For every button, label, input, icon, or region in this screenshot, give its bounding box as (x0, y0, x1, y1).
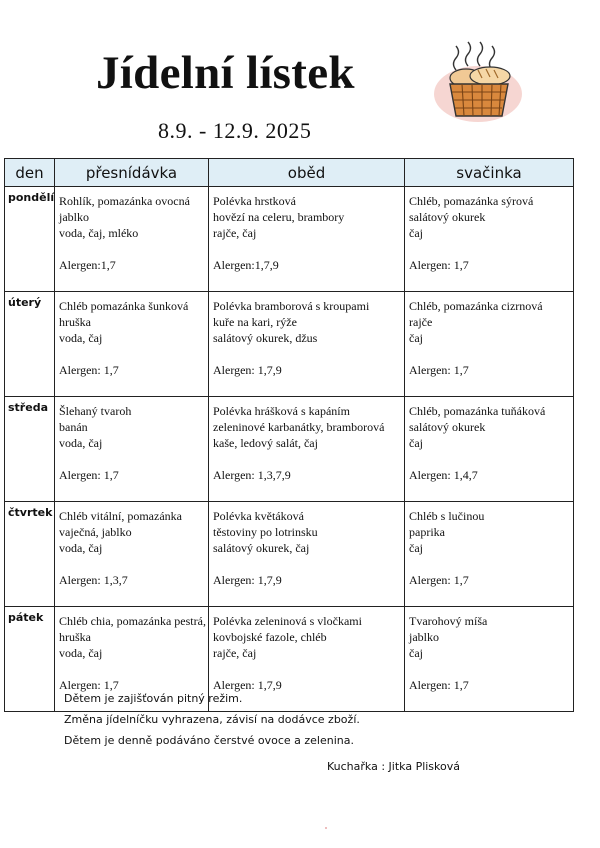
menu-line: Chléb pomazánka šunková (59, 299, 189, 313)
allergen-note: Alergen:1,7 (59, 258, 116, 272)
note-fruit-vegetables: Dětem je denně podáváno čerstvé ovoce a zelenina. (64, 734, 354, 747)
table-row (5, 397, 574, 502)
menu-line: Chléb, pomazánka tuňáková (409, 404, 546, 418)
menu-line: jablko (59, 210, 89, 224)
allergen-note: Alergen: 1,7 (409, 258, 469, 272)
col-header-morning-snack: přesnídávka (55, 159, 209, 187)
menu-line: vaječná, jablko (59, 525, 132, 539)
menu-line: Chléb s lučinou (409, 509, 485, 523)
table-row (5, 187, 574, 292)
menu-line: Polévka květáková (213, 509, 304, 523)
menu-line: kaše, ledový salát, čaj (213, 436, 318, 450)
menu-line: hruška (59, 315, 91, 329)
day-name: pátek (5, 607, 55, 712)
afternoon-snack-cell (405, 292, 574, 397)
menu-line: čaj (409, 226, 423, 240)
col-header-lunch: oběd (209, 159, 405, 187)
menu-line: kovbojské fazole, chléb (213, 630, 327, 644)
menu-line: Šlehaný tvaroh (59, 404, 132, 418)
scan-speck (325, 827, 327, 829)
menu-line: čaj (409, 541, 423, 555)
footer-notes (64, 688, 360, 751)
note-drinking: Dětem je zajišťován pitný režim. (64, 692, 243, 705)
menu-line: voda, čaj (59, 541, 103, 555)
lunch-cell (209, 187, 405, 292)
allergen-note: Alergen: 1,7,9 (213, 678, 282, 692)
bread-basket-icon (432, 40, 524, 126)
allergen-note: Alergen: 1,7 (409, 573, 469, 587)
menu-line: zeleninové karbanátky, bramborová (213, 420, 385, 434)
col-header-afternoon-snack: svačinka (405, 159, 574, 187)
menu-line: Chléb, pomazánka cizrnová (409, 299, 543, 313)
allergen-note: Alergen: 1,3,7 (59, 573, 128, 587)
menu-line: čaj (409, 436, 423, 450)
date-range: 8.9. - 12.9. 2025 (158, 118, 312, 143)
menu-line: voda, čaj (59, 646, 103, 660)
menu-table (4, 158, 574, 712)
day-name: pondělí (5, 187, 55, 292)
menu-line: Rohlík, pomazánka ovocná (59, 194, 190, 208)
cook-signature: Kuchařka : Jitka Plisková (327, 760, 460, 773)
menu-line: paprika (409, 525, 445, 539)
menu-line: Chléb vitální, pomazánka (59, 509, 182, 523)
table-header-row (5, 159, 574, 187)
allergen-note: Alergen: 1,3,7,9 (213, 468, 291, 482)
menu-line: Chléb, pomazánka sýrová (409, 194, 534, 208)
menu-line: hruška (59, 630, 91, 644)
menu-line: Chléb chia, pomazánka pestrá, (59, 614, 206, 628)
menu-line: Tvarohový míša (409, 614, 488, 628)
allergen-note: Alergen: 1,7 (409, 678, 469, 692)
morning-snack-cell (55, 187, 209, 292)
allergen-note: Alergen:1,7,9 (213, 258, 279, 272)
allergen-note: Alergen: 1,4,7 (409, 468, 478, 482)
day-name: úterý (5, 292, 55, 397)
afternoon-snack-cell (405, 187, 574, 292)
allergen-note: Alergen: 1,7 (59, 468, 119, 482)
menu-line: čaj (409, 331, 423, 345)
menu-line: salátový okurek, čaj (213, 541, 310, 555)
menu-line: Polévka zeleninová s vločkami (213, 614, 362, 628)
afternoon-snack-cell (405, 502, 574, 607)
menu-line: voda, čaj, mléko (59, 226, 139, 240)
menu-line: jablko (409, 630, 439, 644)
afternoon-snack-cell (405, 397, 574, 502)
col-header-day: den (5, 159, 55, 187)
lunch-cell (209, 397, 405, 502)
menu-line: voda, čaj (59, 331, 103, 345)
menu-line: salátový okurek (409, 210, 486, 224)
menu-line: rajče, čaj (213, 646, 257, 660)
note-menu-change: Změna jídelníčku vyhrazena, závisí na dodávce zboží. (64, 713, 360, 726)
allergen-note: Alergen: 1,7 (59, 363, 119, 377)
menu-line: voda, čaj (59, 436, 103, 450)
menu-line: Polévka hrstková (213, 194, 296, 208)
allergen-note: Alergen: 1,7 (59, 678, 119, 692)
menu-line: salátový okurek, džus (213, 331, 318, 345)
menu-line: Polévka bramborová s kroupami (213, 299, 370, 313)
menu-line: rajče, čaj (213, 226, 257, 240)
menu-line: hovězí na celeru, brambory (213, 210, 345, 224)
day-name: středa (5, 397, 55, 502)
allergen-note: Alergen: 1,7 (409, 363, 469, 377)
page-title: Jídelní lístek (96, 47, 355, 99)
allergen-note: Alergen: 1,7,9 (213, 573, 282, 587)
menu-line: Polévka hrášková s kapáním (213, 404, 350, 418)
menu-line: čaj (409, 646, 423, 660)
table-row (5, 502, 574, 607)
afternoon-snack-cell (405, 607, 574, 712)
morning-snack-cell (55, 502, 209, 607)
menu-line: kuře na kari, rýže (213, 315, 297, 329)
table-row (5, 292, 574, 397)
morning-snack-cell (55, 292, 209, 397)
morning-snack-cell (55, 397, 209, 502)
menu-line: salátový okurek (409, 420, 486, 434)
allergen-note: Alergen: 1,7,9 (213, 363, 282, 377)
lunch-cell (209, 292, 405, 397)
menu-line: těstoviny po lotrinsku (213, 525, 318, 539)
day-name: čtvrtek (5, 502, 55, 607)
menu-line: banán (59, 420, 88, 434)
menu-line: rajče (409, 315, 433, 329)
lunch-cell (209, 502, 405, 607)
